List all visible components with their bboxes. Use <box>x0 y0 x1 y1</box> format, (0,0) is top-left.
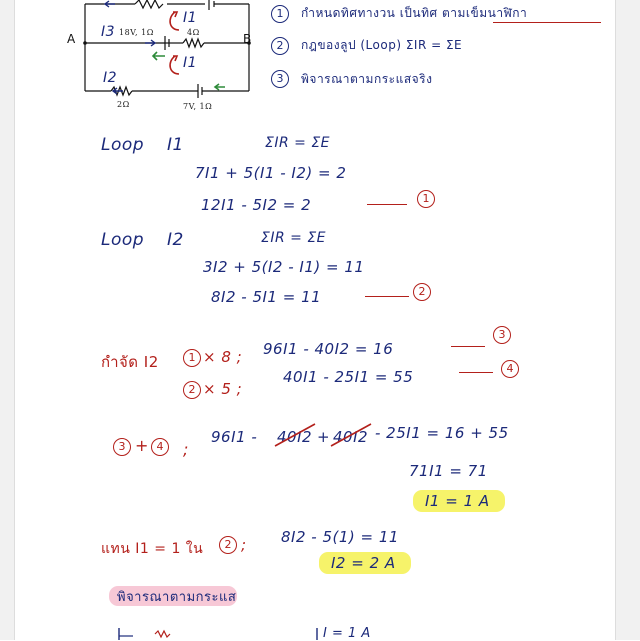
combine-tag-b: 4 <box>151 438 169 456</box>
eliminate-row2-tag: 2 <box>183 381 201 399</box>
loop1-tag: 1 <box>417 190 435 208</box>
eliminate-row1-multiplier: × 8 ; <box>203 348 243 366</box>
eliminate-row1-equation: 96I1 - 40I2 = 16 <box>263 340 394 358</box>
battery-top-label: 18V, 1Ω <box>119 28 154 37</box>
loop1-equation: 7I1 + 5(I1 - I2) = 2 <box>195 164 347 182</box>
loop2-equation: 3I2 + 5(I2 - I1) = 11 <box>203 258 365 276</box>
step-1-marker: 1 <box>271 5 289 23</box>
current-i1-label: I1 <box>183 55 198 71</box>
eliminate-label: กำจัด I2 <box>101 353 159 371</box>
loop2-simplified: 8I2 - 5I1 = 11 <box>211 288 322 306</box>
loop1-law: ΣIR = ΣE <box>265 135 331 151</box>
combine-tag-a: 3 <box>113 438 131 456</box>
node-b-label: B <box>243 32 252 46</box>
substitute-tag: 2 <box>219 536 237 554</box>
eliminate-row2-result: 4 <box>501 360 519 378</box>
loop1-simplified: 12I1 - 5I2 = 2 <box>201 196 312 214</box>
answer-i1: I1 = 1 A <box>425 492 490 510</box>
eliminate-row2-equation: 40I1 - 25I1 = 55 <box>283 368 414 386</box>
eliminate-row1-result: 3 <box>493 326 511 344</box>
substitute-equation: 8I2 - 5(1) = 11 <box>281 528 399 546</box>
loop1-label: Loop <box>101 135 145 155</box>
substitute-label: แทน I1 = 1 ใน <box>101 541 204 557</box>
combine-plus: + <box>135 436 149 455</box>
current-i2-label: I2 <box>103 70 118 86</box>
combine-struck-term-1: 40I2 <box>277 428 313 446</box>
node-a-label: A <box>67 32 76 46</box>
step-3-text: พิจารณาตามกระแสจริง <box>301 72 433 86</box>
current-i3-label: I3 <box>101 24 116 40</box>
substitute-semicolon: ; <box>241 536 247 554</box>
loop2-current: I2 <box>167 230 184 250</box>
combine-struck-term-2: 40I2 <box>333 428 369 446</box>
loop-i1-label: I1 <box>183 10 198 26</box>
eliminate-row2-multiplier: × 5 ; <box>203 380 243 398</box>
combine-equation-right: - 25I1 = 16 + 55 <box>375 424 509 442</box>
answer-i2: I2 = 2 A <box>331 554 396 572</box>
bottom-partial-text: I = 1 A <box>323 626 371 641</box>
loop2-label: Loop <box>101 230 145 250</box>
combine-plus-2: + <box>317 428 331 446</box>
worksheet <box>14 0 616 640</box>
step-3-marker: 3 <box>271 70 289 88</box>
consider-label: พิจารณาตามกระแส <box>117 590 237 605</box>
step-2-marker: 2 <box>271 37 289 55</box>
bottom-partial-sketch <box>15 0 640 640</box>
step-2-text: กฎของลูป (Loop) ΣIR = ΣE <box>301 38 463 52</box>
combine-semicolon: ; <box>183 440 189 459</box>
loop2-law: ΣIR = ΣE <box>261 230 327 246</box>
step-1-text: กำหนดทิศทางวน เป็นทิศ ตามเข็มนาฬิกา <box>301 6 528 20</box>
loop1-current: I1 <box>167 135 184 155</box>
battery-bottom-label: 7V, 1Ω <box>183 102 213 111</box>
combine-step: 71I1 = 71 <box>409 462 488 480</box>
combine-equation-left: 96I1 - <box>211 428 258 446</box>
eliminate-row1-tag: 1 <box>183 349 201 367</box>
resistor-bottom-label: 2Ω <box>117 100 130 109</box>
resistor-top-label: 4Ω <box>187 28 200 37</box>
loop2-tag: 2 <box>413 283 431 301</box>
